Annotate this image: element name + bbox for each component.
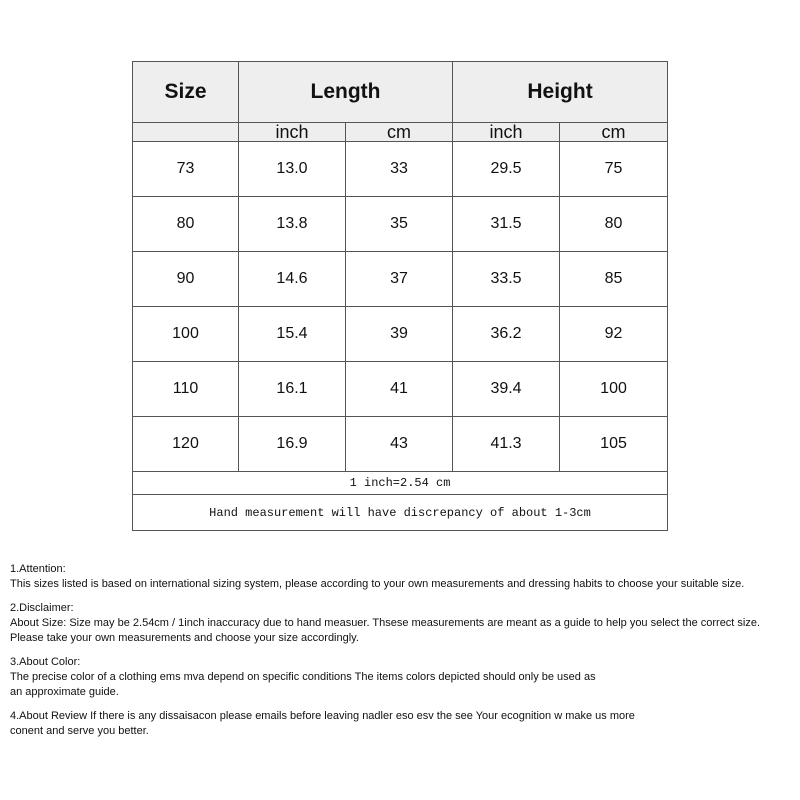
cell-height-inch: 29.5 (453, 142, 560, 197)
cell-size: 110 (133, 362, 239, 417)
cell-height-cm: 75 (560, 142, 668, 197)
measurement-note-row (133, 495, 668, 531)
cell-size: 90 (133, 252, 239, 307)
cell-length-inch: 15.4 (239, 307, 346, 362)
unit-length-inch: inch (239, 123, 346, 142)
table-row (133, 307, 668, 362)
cell-height-inch: 39.4 (453, 362, 560, 417)
cell-height-inch: 33.5 (453, 252, 560, 307)
cell-length-inch: 13.0 (239, 142, 346, 197)
disclaimer-text-line-1: About Size: Size may be 2.54cm / 1inch inaccuracy due to hand measuer. Thsese measurements are meant as a guide to help you select the correct size. (10, 617, 761, 629)
disclaimer-text-line-2: Please take your own measurements and choose your size accordingly. (10, 632, 359, 644)
unit-cell-empty (133, 123, 239, 142)
conversion-note: 1 inch=2.54 cm (133, 472, 668, 495)
cell-height-inch: 36.2 (453, 307, 560, 362)
cell-length-cm: 35 (346, 197, 453, 252)
size-chart-table (132, 61, 668, 531)
cell-height-inch: 31.5 (453, 197, 560, 252)
cell-size: 100 (133, 307, 239, 362)
conversion-note-row (133, 472, 668, 495)
header-size: Size (133, 62, 239, 123)
disclaimer-note (10, 601, 800, 646)
color-title: 3.About Color: (10, 656, 81, 668)
unit-height-cm: cm (560, 123, 668, 142)
cell-length-cm: 37 (346, 252, 453, 307)
notes-section (10, 562, 800, 748)
cell-length-cm: 43 (346, 417, 453, 472)
attention-title: 1.Attention: (10, 563, 66, 575)
measurement-note: Hand measurement will have discrepancy of about 1-3cm (133, 495, 668, 531)
cell-length-cm: 41 (346, 362, 453, 417)
review-text-line-1: 4.About Review If there is any dissaisacon please emails before leaving nadler eso esv the see Your ecognition w make us more (10, 710, 635, 722)
cell-size: 120 (133, 417, 239, 472)
attention-text: This sizes listed is based on international sizing system, please according to your own measurements and dressing habits to choose your suitable size. (10, 578, 745, 590)
table-row (133, 197, 668, 252)
unit-row (133, 123, 668, 142)
table-row (133, 142, 668, 197)
color-text-line-1: The precise color of a clothing ems mva depend on specific conditions The items colors depicted should only be used as (10, 671, 596, 683)
cell-height-cm: 92 (560, 307, 668, 362)
header-height: Height (453, 62, 668, 123)
color-note (10, 655, 800, 700)
cell-height-inch: 41.3 (453, 417, 560, 472)
header-row (133, 62, 668, 123)
review-note (10, 709, 800, 739)
cell-height-cm: 100 (560, 362, 668, 417)
cell-length-inch: 13.8 (239, 197, 346, 252)
cell-length-inch: 16.9 (239, 417, 346, 472)
table-row (133, 252, 668, 307)
color-text-line-2: an approximate guide. (10, 686, 119, 698)
header-length: Length (239, 62, 453, 123)
table-row (133, 417, 668, 472)
cell-length-cm: 39 (346, 307, 453, 362)
unit-height-inch: inch (453, 123, 560, 142)
cell-length-inch: 14.6 (239, 252, 346, 307)
attention-note (10, 562, 800, 592)
cell-size: 80 (133, 197, 239, 252)
cell-height-cm: 80 (560, 197, 668, 252)
cell-length-inch: 16.1 (239, 362, 346, 417)
table-row (133, 362, 668, 417)
disclaimer-title: 2.Disclaimer: (10, 602, 74, 614)
unit-length-cm: cm (346, 123, 453, 142)
cell-size: 73 (133, 142, 239, 197)
cell-height-cm: 105 (560, 417, 668, 472)
cell-height-cm: 85 (560, 252, 668, 307)
review-text-line-2: conent and serve you better. (10, 725, 149, 737)
cell-length-cm: 33 (346, 142, 453, 197)
